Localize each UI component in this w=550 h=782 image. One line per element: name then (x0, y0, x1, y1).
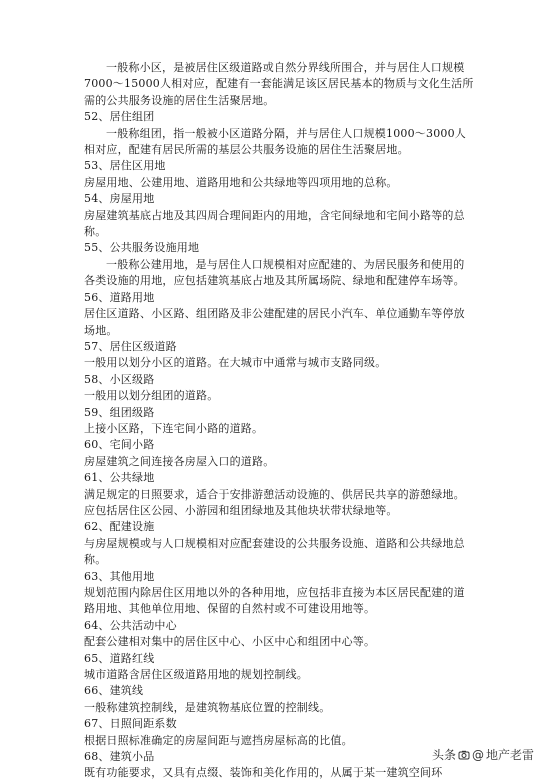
section-heading: 57、居住区级道路 (84, 339, 177, 353)
section-heading: 60、宅间小路 (84, 438, 155, 452)
section-heading: 61、公共绿地 (84, 471, 155, 485)
watermark-author: 地产老雷 (485, 748, 534, 762)
definition-text: 一般用以划分小区的道路。在大城市中通常与城市支路同级。 (84, 356, 387, 370)
section-heading: 56、道路用地 (84, 290, 155, 304)
camera-icon (458, 749, 470, 761)
section-heading: 66、建筑线 (84, 684, 144, 698)
definition-text: 满足规定的日照要求，适合于安排游憩活动设施的、供居民共享的游憩绿地。应包括居住区公园、小游园和组团绿地及其他块状带状绿地等。 (84, 487, 465, 517)
definition-text: 房屋建筑之间连接各房屋入口的道路。 (84, 454, 275, 468)
definition-text: 一般称小区，是被居住区级道路或自然分界线所围合，并与居住人口规模7000～15000人相对应，配建有一套能满足该区居民基本的物质与文化生活所需的公共服务设施的居住生活聚居地。 (84, 61, 474, 107)
definition-text: 一般用以划分组团的道路。 (84, 389, 219, 403)
watermark (432, 746, 534, 763)
definition-text: 一般称组团，指一般被小区道路分隔，并与居住人口规模1000～3000人相对应，配建有居民所需的基层公共服务设施的居住生活聚居地。 (84, 126, 466, 157)
section-heading: 59、组团级路 (84, 405, 155, 419)
section-heading: 65、道路红线 (84, 651, 155, 665)
definition-text: 与房屋规模或与人口规模相对应配套建设的公共服务设施、道路和公共绿地总称。 (84, 536, 465, 567)
definition-text: 根据日照标准确定的房屋间距与遮挡房屋标高的比值。 (84, 733, 353, 747)
definition-text: 居住区道路、小区路、组团路及非公建配建的居民小汽车、单位通勤车等停放场地。 (84, 307, 465, 337)
section-heading: 67、日照间距系数 (84, 717, 177, 731)
watermark-at: @ (471, 747, 484, 762)
section-heading: 68、建筑小品 (84, 750, 155, 764)
section-heading: 53、居住区用地 (84, 159, 166, 173)
definition-text: 房屋建筑基底占地及其四周合理间距内的用地，含宅间绿地和宅间小路等的总称。 (84, 208, 465, 239)
section-heading: 62、配建设施 (84, 520, 155, 534)
definition-text: 配套公建相对集中的居住区中心、小区中心和组团中心等。 (84, 635, 376, 649)
section-heading: 54、房屋用地 (84, 192, 155, 206)
section-heading: 63、其他用地 (84, 569, 155, 583)
definition-text: 城市道路含居住区级道路用地的规划控制线。 (84, 668, 308, 682)
definition-text: 一般称建筑控制线，是建筑物基底位置的控制线。 (84, 700, 331, 714)
definition-text: 房屋用地、公建用地、道路用地和公共绿地等四项用地的总称。 (84, 175, 398, 189)
definition-text: 规划范围内除居住区用地以外的各种用地，应包括非直接为本区居民配建的道路用地、其他单位用地、保留的自然村或不可建设用地等。 (84, 586, 465, 616)
definition-text: 上接小区路，下连宅间小路的道路。 (84, 421, 264, 435)
section-heading: 55、公共服务设施用地 (84, 241, 200, 255)
document-body (84, 60, 474, 782)
section-heading: 52、居住组团 (84, 110, 155, 124)
watermark-prefix: 头条 (431, 748, 456, 762)
section-heading: 64、公共活动中心 (84, 618, 177, 632)
section-heading: 58、小区级路 (84, 372, 155, 386)
definition-text: 既有功能要求，又具有点缀、装饰和美化作用的，从属于某一建筑空间环 (84, 766, 443, 780)
definition-text: 一般称公建用地，是与居住人口规模相对应配建的、为居民服务和使用的各类设施的用地，应包括建筑基底占地及其所属场院、绿地和配建停车场等。 (84, 257, 465, 288)
